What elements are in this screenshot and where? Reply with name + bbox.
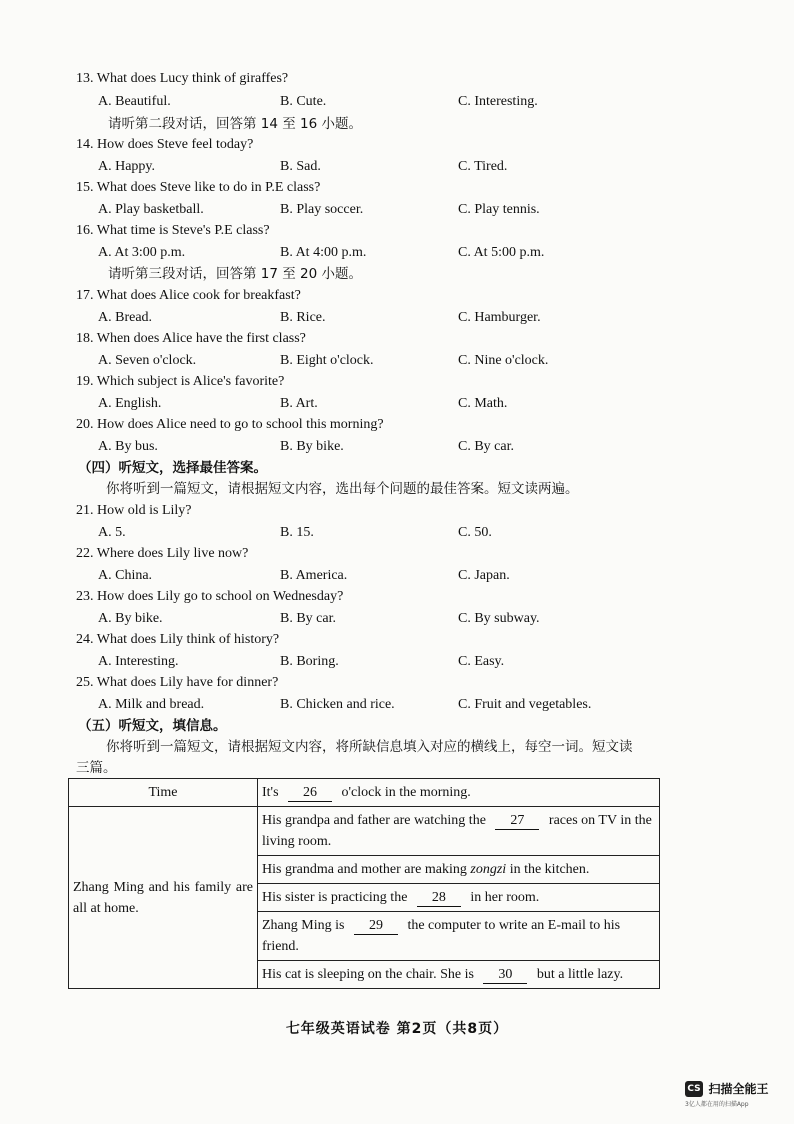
option-c: C. At 5:00 p.m. (458, 245, 545, 260)
option-a: A. By bike. (98, 611, 163, 626)
option-b: B. 15. (280, 525, 314, 540)
info-table (68, 778, 660, 989)
option-b: B. Chicken and rice. (280, 697, 395, 712)
option-a: A. Happy. (98, 159, 156, 174)
question-text: 24. What does Lily think of history? (76, 632, 280, 647)
page-footer: 七年级英语试卷 第2页（共8页） (285, 1021, 509, 1037)
question-text: 14. How does Steve feel today? (76, 137, 254, 152)
option-b: B. Boring. (280, 654, 339, 669)
row-28: His sister is practicing the 28 in her room. (258, 884, 660, 912)
option-c: C. Hamburger. (458, 310, 541, 325)
row-30: His cat is sleeping on the chair. She is 30 but a little lazy. (258, 961, 660, 989)
blank-26[interactable]: 26 (288, 785, 332, 802)
camscanner-logo-icon: CS (685, 1081, 703, 1097)
option-a: A. 5. (98, 525, 126, 540)
section-heading: （四）听短文，选择最佳答案。 (78, 460, 267, 476)
blank-30[interactable]: 30 (483, 967, 527, 984)
option-a: A. Play basketball. (98, 202, 204, 217)
option-b: B. America. (280, 568, 348, 583)
time-cell: It's 26 o'clock in the morning. (258, 779, 660, 807)
row-29: Zhang Ming is 29 the computer to write an E-mail to his friend. (258, 912, 660, 961)
section-heading: （五）听短文，填信息。 (78, 718, 227, 734)
blank-28[interactable]: 28 (417, 890, 461, 907)
option-c: C. Japan. (458, 568, 510, 583)
table-row (69, 807, 660, 856)
option-a: A. Bread. (98, 310, 153, 325)
option-b: B. Art. (280, 396, 318, 411)
option-c: C. Nine o'clock. (458, 353, 549, 368)
question-text: 15. What does Steve like to do in P.E class? (76, 180, 321, 195)
option-c: C. Easy. (458, 654, 505, 669)
question-text: 17. What does Alice cook for breakfast? (76, 288, 301, 303)
blank-29[interactable]: 29 (354, 918, 398, 935)
option-c: C. Math. (458, 396, 508, 411)
question-text: 16. What time is Steve's P.E class? (76, 223, 270, 238)
instruction-text: 请听第三段对话，回答第 17 至 20 小题。 (108, 266, 363, 282)
instruction-text: 请听第二段对话，回答第 14 至 16 小题。 (108, 116, 363, 132)
option-b: B. Sad. (280, 159, 321, 174)
question-text: 20. How does Alice need to go to school this morning? (76, 417, 384, 432)
option-a: A. China. (98, 568, 153, 583)
family-cell: Zhang Ming and his family are all at home. (69, 807, 258, 989)
question-text: 23. How does Lily go to school on Wednesday? (76, 589, 344, 604)
option-b: B. By bike. (280, 439, 344, 454)
option-c: C. Fruit and vegetables. (458, 697, 592, 712)
question-text: 18. When does Alice have the first class? (76, 331, 306, 346)
option-a: A. English. (98, 396, 162, 411)
option-b: B. By car. (280, 611, 336, 626)
option-b: B. Eight o'clock. (280, 353, 374, 368)
time-header: Time (69, 779, 258, 807)
option-c: C. Play tennis. (458, 202, 540, 217)
question-text: 13. What does Lucy think of giraffes? (76, 71, 289, 86)
option-b: B. At 4:00 p.m. (280, 245, 367, 260)
row-27: His grandpa and father are watching the 27 races on TV in the living room. (258, 807, 660, 856)
watermark-subtitle: 3亿人都在用的扫描App (685, 1101, 749, 1108)
question-text: 21. How old is Lily? (76, 503, 192, 518)
option-c: C. 50. (458, 525, 492, 540)
option-c: C. Tired. (458, 159, 508, 174)
watermark-name: 扫描全能王 (708, 1082, 769, 1096)
option-c: C. By subway. (458, 611, 540, 626)
option-c: C. Interesting. (458, 94, 538, 109)
blank-27[interactable]: 27 (495, 813, 539, 830)
option-a: A. Seven o'clock. (98, 353, 197, 368)
question-text: 19. Which subject is Alice's favorite? (76, 374, 285, 389)
option-a: A. Interesting. (98, 654, 179, 669)
instruction-text: 三篇。 (76, 760, 117, 776)
option-a: A. At 3:00 p.m. (98, 245, 186, 260)
question-text: 25. What does Lily have for dinner? (76, 675, 279, 690)
instruction-text: 你将听到一篇短文，请根据短文内容，选出每个问题的最佳答案。短文读两遍。 (106, 481, 579, 497)
option-b: B. Cute. (280, 94, 327, 109)
option-a: A. Milk and bread. (98, 697, 205, 712)
scanner-watermark (685, 1080, 785, 1108)
question-text: 22. Where does Lily live now? (76, 546, 249, 561)
table-row (69, 779, 660, 807)
option-a: A. Beautiful. (98, 94, 171, 109)
option-b: B. Rice. (280, 310, 326, 325)
row-zongzi: His grandma and mother are making zongzi in the kitchen. (258, 856, 660, 884)
option-c: C. By car. (458, 439, 514, 454)
instruction-text: 你将听到一篇短文，请根据短文内容，将所缺信息填入对应的横线上，每空一词。短文读 (106, 739, 633, 755)
option-b: B. Play soccer. (280, 202, 364, 217)
option-a: A. By bus. (98, 439, 158, 454)
